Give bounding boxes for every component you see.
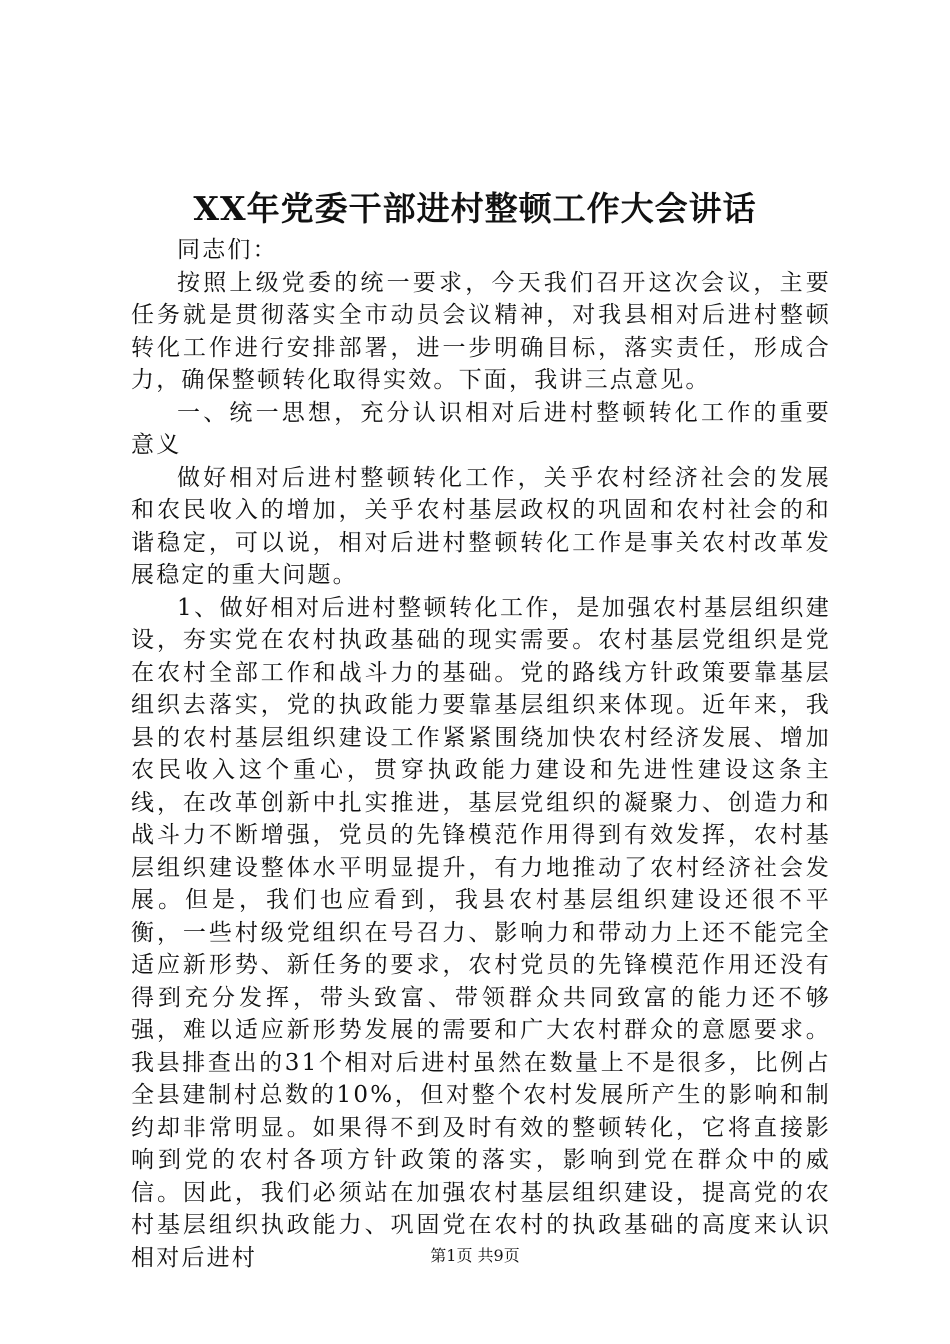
intro-paragraph: 按照上级党委的统一要求，今天我们召开这次会议，主要任务就是贯彻落实全市动员会议精神，对我县相对后进村整顿转化工作进行安排部署，进一步明确目标，落实责任，形成合力，确保整顿转化取得实效。下面，我讲三点意见。 [131, 269, 831, 393]
body-paragraph: 1、做好相对后进村整顿转化工作，是加强农村基层组织建设，夯实党在农村执政基础的现实需要。农村基层党组织是党在农村全部工作和战斗力的基础。党的路线方针政策要靠基层组织去落实，党的执政能力要靠基层组织来体现。近年来，我县的农村基层组织建设工作紧紧围绕加快农村经济发展、增加农民收入这个重心，贯穿执政能力建设和先进性建设这条主线，在改革创新中扎实推进，基层党组织的凝聚力、创造力和战斗力不断增强，党员的先锋模范作用得到有效发挥，农村基层组织建设整体水平明显提升，有力地推动了农村经济社会发展。但是，我们也应看到，我县农村基层组织建设还很不平衡，一些村级党组织在号召力、影响力和带动力上还不能完全适应新形势、新任务的要求，农村党员的先锋模范作用还没有得到充分发挥，带头致富、带领群众共同致富的能力还不够强，难以适应新形势发展的需要和广大农村群众的意愿要求。我县排查出的31个相对后进村虽然在数量上不是很多，比例占全县建制村总数的10%，但对整个农村发展所产生的影响和制约却非常明显。如果得不到及时有效的整顿转化，它将直接影响到党的农村各项方针政策的落实，影响到党在群众中的威信。因此，我们必须站在加强农村基层组织建设，提高党的农村基层组织执政能力、巩固党在农村的执政基础的高度来认识相对后进村 [131, 594, 831, 1271]
document-title: XX年党委干部进村整顿工作大会讲话 [193, 189, 757, 228]
section-heading: 一、统一思想，充分认识相对后进村整顿转化工作的重要意义 [131, 399, 831, 458]
document-body [131, 234, 831, 1274]
salutation-paragraph: 同志们： [177, 237, 278, 263]
body-paragraph: 做好相对后进村整顿转化工作，关乎农村经济社会的发展和农民收入的增加，关乎农村基层政权的巩固和农村社会的和谐稳定，可以说，相对后进村整顿转化工作是事关农村改革发展稳定的重大问题。 [131, 464, 831, 588]
page-number-footer: 第1页 共9页 [430, 1246, 520, 1265]
